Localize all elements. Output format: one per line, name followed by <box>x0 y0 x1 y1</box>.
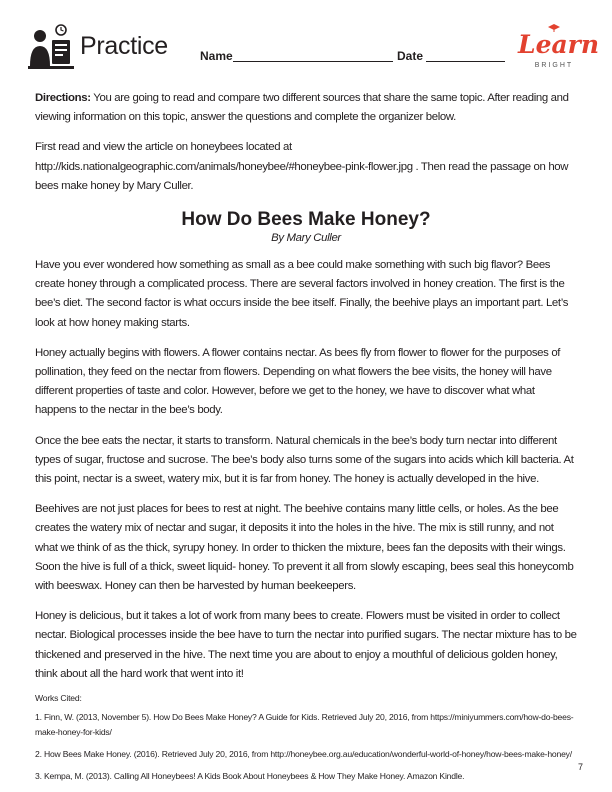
instruction-text: First read and view the article on honeybees located at http://kids.nationalgeographic.com/animals/honeybee/#honeybee-pink-flower.jpg . Then read the passage on how bees make honey by Mary Culler. <box>35 141 569 192</box>
citation: 1. Finn, W. (2013, November 5). How Do Bees Make Honey? A Guide for Kids. Retrieved July 20, 2016, from https://miniyummers.com/how-do-bees-make-honey-for-kids/ <box>35 712 574 738</box>
article-byline: By Mary Culler <box>271 232 341 245</box>
page-header <box>28 20 600 76</box>
worksheet-body <box>35 89 577 791</box>
article-title: How Do Bees Make Honey? <box>181 209 431 231</box>
logo-word: Learn <box>518 30 600 59</box>
article-paragraph: Once the bee eats the nectar, it starts to transform. Natural chemicals in the bee’s body turn nectar into different types of sugar, fructose and sucrose. The bee’s body also turns some of the sugars into acids which kill bacteria. At this point, nectar is a sweet, watery mix, but it is far from honey. The honey is actually developed in the hive. <box>35 434 574 486</box>
logo-subtitle: BRIGHT <box>534 62 574 69</box>
name-label: Name <box>200 49 233 63</box>
section-label: Practice <box>80 32 168 60</box>
directions <box>35 89 577 127</box>
article-paragraph: Beehives are not just places for bees to rest at night. The beehive contains many little cells, or holes. As the bee creates the watery mix of nectar and sugar, it deposits it into the holes in the hive. The mix is still runny, and not what we think of as the thick, syrupy honey. In order to thicken the mixture, bees fan the deposits with their wings. Soon the hive is full of a thick, sweet liquid- honey. To prevent it all from slowly escaping, bees seal this honeycomb with beeswax. Honey can then be harvested by human beekeepers. <box>35 503 574 593</box>
article-paragraph: Honey actually begins with flowers. A flower contains nectar. As bees fly from flower to flower for the purposes of pollination, they feed on the nectar from flowers. Depending on what flowers the bee visits, the honey will have different properties of taste and color. However, before we get to the honey, we have to discover what what happens to the nectar in the bee’s body. <box>35 346 561 417</box>
name-field[interactable] <box>233 61 393 62</box>
citation: 2. How Bees Make Honey. (2016). Retrieved July 20, 2016, from http://honeybee.org.au/education/wonderful-world-of-honey/how-bees-make-honey/ <box>35 749 572 760</box>
learn-bright-logo <box>518 24 600 76</box>
date-field[interactable] <box>426 61 505 62</box>
page-number: 7 <box>578 762 584 772</box>
student-worksheet-icon <box>28 22 74 72</box>
directions-label: Directions: <box>35 92 91 104</box>
works-cited-heading: Works Cited: <box>35 693 82 704</box>
citation: 3. Kempa, M. (2013). Calling All Honeybees! A Kids Book About Honeybees & How They Make Honey. Amazon Kindle. <box>35 771 465 782</box>
directions-text: You are going to read and compare two different sources that share the same topic. After reading and viewing information on this topic, answer the questions and complete the organizer below. <box>35 92 569 124</box>
article-paragraph: Honey is delicious, but it takes a lot of work from many bees to create. Flowers must be visited in order to collect nectar. Biological processes inside the bee have to turn the nectar into purified sugars. The nectar mixture has to be thickened and preserved in the hive. The next time you are about to enjoy a mouthful of delicious golden honey, think about all the hard work that went into it! <box>35 610 577 680</box>
article-paragraph: Have you ever wondered how something as small as a bee could make something with such big flavor? Bees create honey through a complicated process. There are several factors involved in honey creation. The first is the bee’s diet. The second factor is what occurs inside the bee itself. Finally, the beehive plays an important part. Let’s look at how honey making starts. <box>35 259 569 329</box>
date-label: Date <box>397 49 424 63</box>
